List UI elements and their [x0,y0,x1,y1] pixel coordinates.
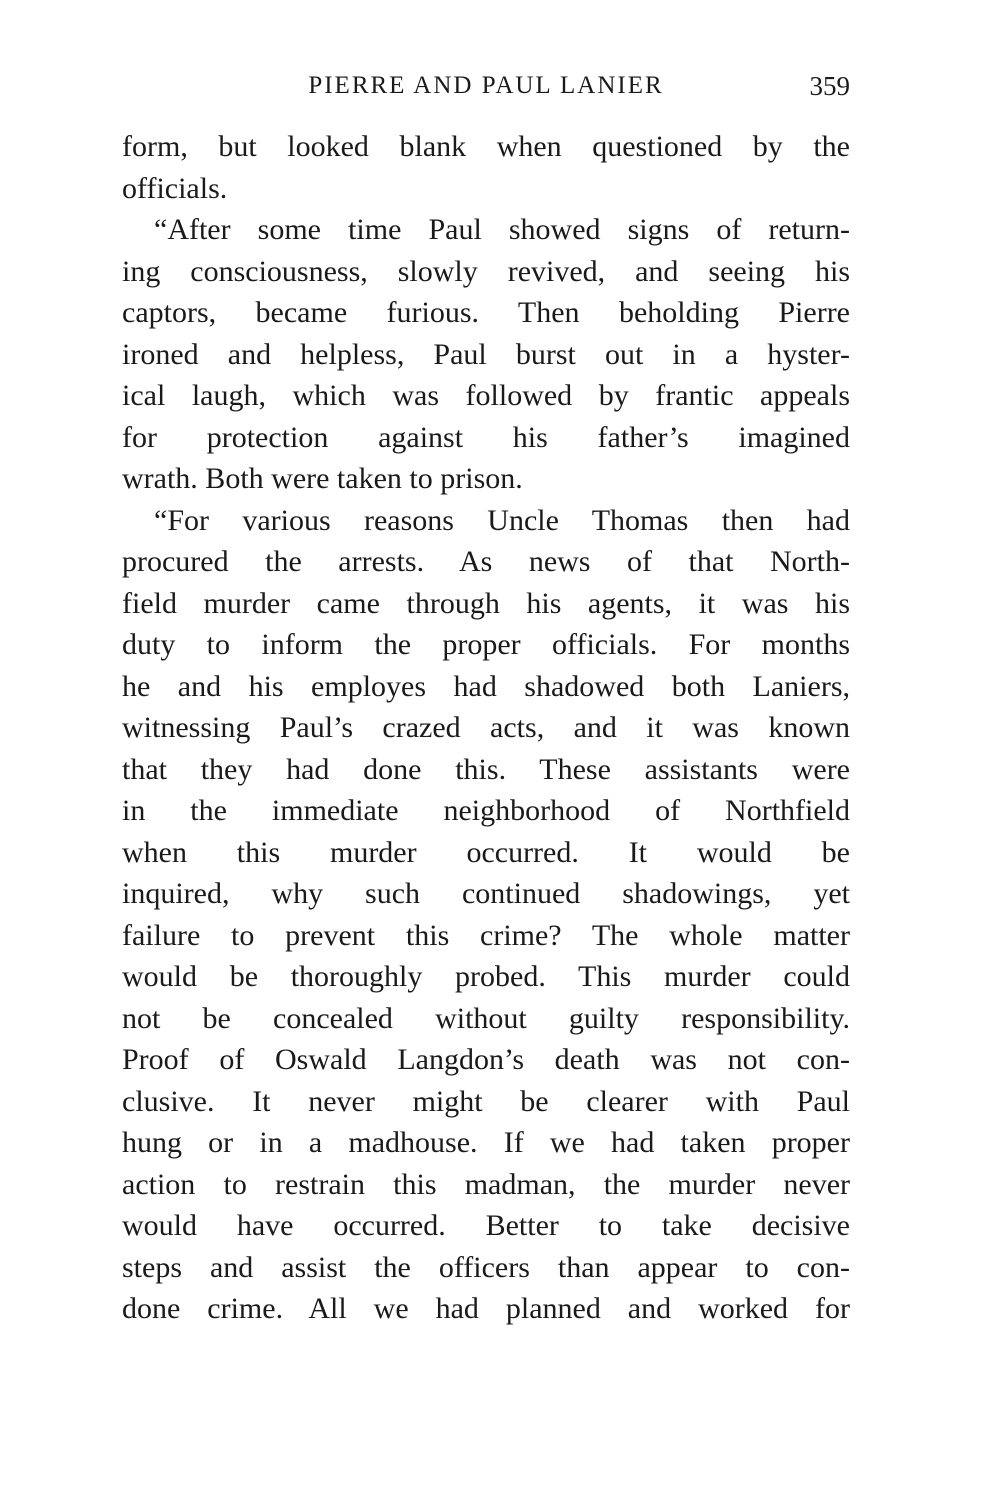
text-line: when this murder occurred. It would be [122,835,850,869]
text-line: done crime. All we had planned and worked for [122,1292,850,1325]
text-line: that they had done this. These assistants were [122,752,850,786]
text-line: ical laugh, which was followed by frantic appeals [122,379,850,412]
text-line: in the immediate neighborhood of Northfield [122,794,850,827]
text-line: not be concealed without guilty responsibility. [122,1001,850,1035]
text-line: “After some time Paul showed signs of return- [154,213,850,246]
text-line: captors, became furious. Then beholding Pierre [122,296,850,329]
text-line: for protection against his father’s imagined [122,420,850,454]
running-header [122,66,850,106]
text-line: inquired, why such continued shadowings, yet [122,877,850,910]
text-line: Proof of Oswald Langdon’s death was not con- [122,1043,850,1076]
text-line: clusive. It never might be clearer with Paul [122,1084,850,1118]
text-line: ironed and helpless, Paul burst out in a hyster- [122,337,850,371]
text-line: he and his employes had shadowed both Laniers, [122,669,850,703]
text-line: action to restrain this madman, the murder never [122,1167,850,1201]
text-line: procured the arrests. As news of that North- [122,545,850,578]
text-line: steps and assist the officers than appear to con- [122,1250,850,1284]
text-line: officials. [122,171,228,205]
text-line: “For various reasons Uncle Thomas then had [154,503,850,537]
page-number: 359 [809,71,850,101]
text-line: duty to inform the proper officials. For months [122,628,850,661]
text-line: ing consciousness, slowly revived, and seeing his [122,254,850,288]
text-line: would have occurred. Better to take decisive [122,1209,850,1242]
running-title: PIERRE AND PAUL LANIER [308,72,664,99]
body-text [122,126,850,1330]
text-line: failure to prevent this crime? The whole matter [122,918,850,952]
text-line: would be thoroughly probed. This murder could [122,960,850,993]
text-line: field murder came through his agents, it was his [122,586,850,620]
text-line: wrath. Both were taken to prison. [122,462,523,495]
text-line: hung or in a madhouse. If we had taken proper [122,1126,850,1159]
text-line: form, but looked blank when questioned by the [122,130,850,163]
text-line: witnessing Paul’s crazed acts, and it was known [122,711,850,744]
